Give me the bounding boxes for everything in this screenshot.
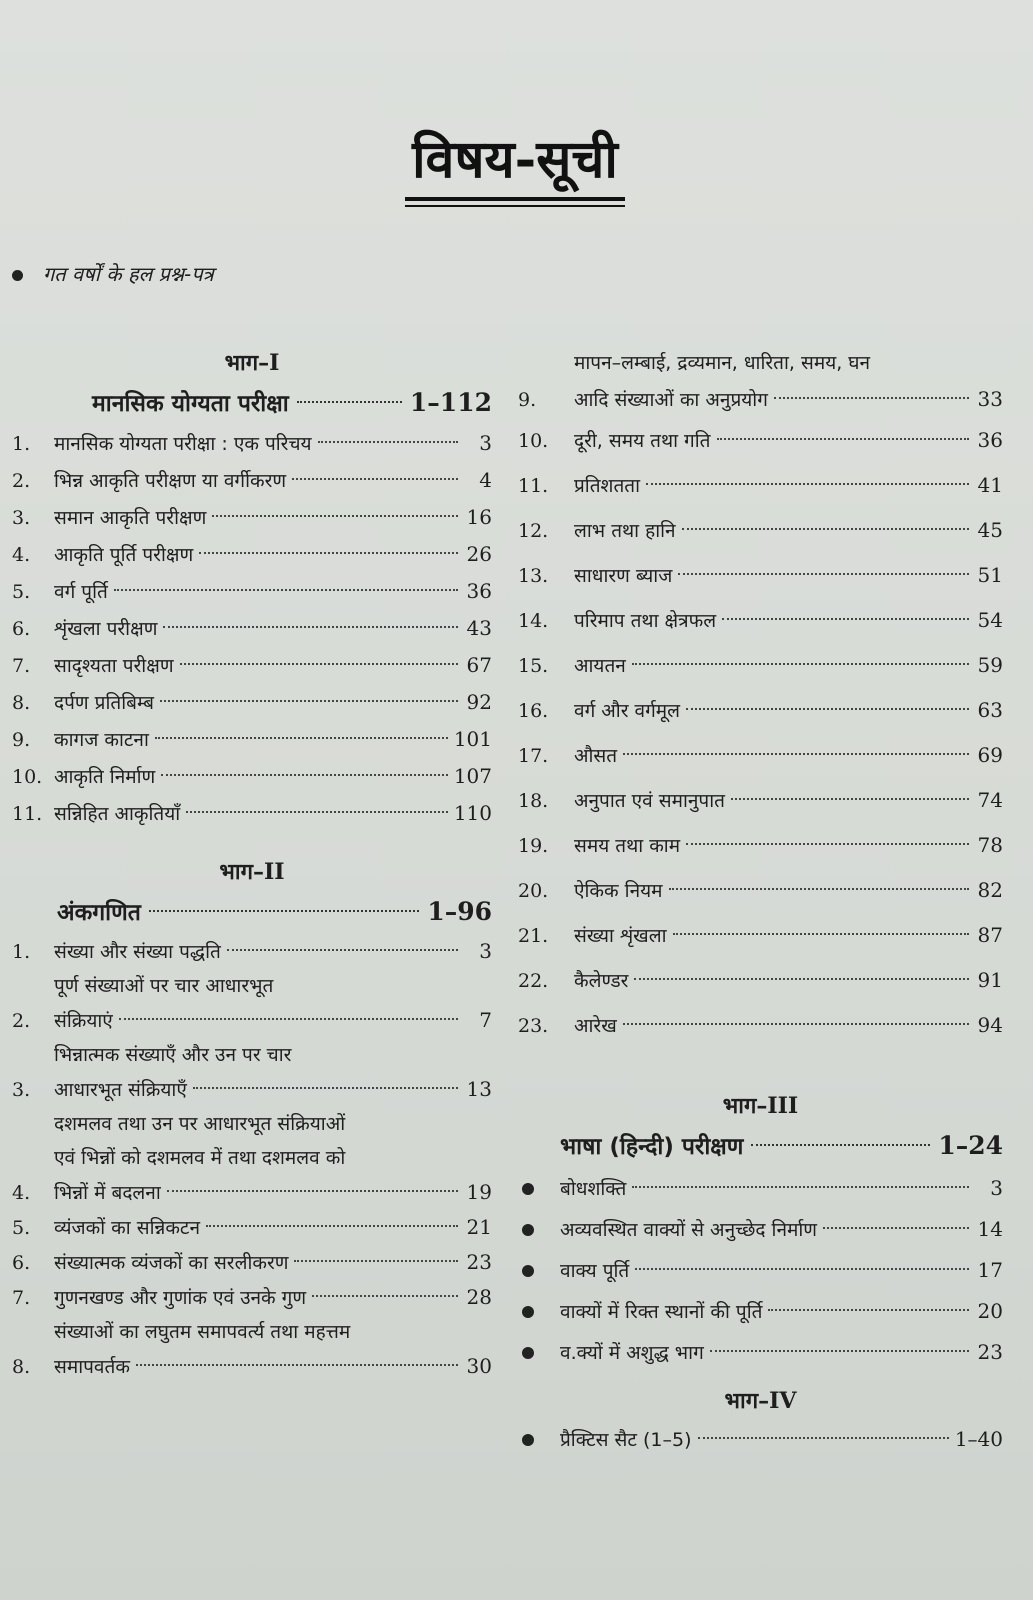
toc-entry bbox=[518, 1419, 1003, 1460]
part4-heading: भाग–IV bbox=[724, 1388, 797, 1414]
bullet-icon bbox=[518, 1333, 560, 1373]
entry-number: 14. bbox=[518, 610, 549, 632]
part1-section-range: 1–112 bbox=[409, 388, 492, 417]
entry-number: 3. bbox=[12, 1079, 31, 1101]
entry-title: मानसिक योग्यता परीक्षा : एक परिचय bbox=[54, 433, 312, 455]
part3-section-range: 1–24 bbox=[938, 1131, 1003, 1160]
toc-entry bbox=[12, 573, 492, 610]
entry-page: 74 bbox=[977, 788, 1003, 812]
entry-number: 6. bbox=[12, 1252, 31, 1274]
dot-leader bbox=[155, 737, 448, 739]
dot-leader bbox=[180, 663, 458, 665]
toc-entry bbox=[518, 345, 1003, 418]
entry-title: वर्ग पूर्ति bbox=[54, 581, 108, 603]
entry-page: 13 bbox=[466, 1077, 492, 1101]
toc-entry bbox=[12, 499, 492, 536]
entry-title: भिन्न आकृति परीक्षण या वर्गीकरण bbox=[54, 470, 287, 492]
part1-section-name: मानसिक योग्यता परीक्षा bbox=[92, 391, 289, 417]
entry-number: 20. bbox=[518, 880, 549, 902]
entry-title: औसत bbox=[574, 745, 618, 767]
entry-title: वाक्यों में रिक्त स्थानों की पूर्ति bbox=[560, 1301, 763, 1323]
entry-title-line: मापन–लम्बाई, द्रव्यमान, धारिता, समय, घन bbox=[574, 352, 871, 374]
entry-title: सन्निहित आकृतियाँ bbox=[54, 803, 181, 825]
dot-leader bbox=[167, 1190, 458, 1192]
entry-title-line: एवं भिन्नों को दशमलव में तथा दशमलव को bbox=[54, 1147, 346, 1169]
entry-title: आधारभूत संक्रियाएँ bbox=[54, 1079, 187, 1101]
dot-leader bbox=[678, 573, 969, 575]
entry-page: 26 bbox=[466, 542, 492, 566]
entry-title-line: पूर्ण संख्याओं पर चार आधारभूत bbox=[54, 975, 274, 997]
toc-entry bbox=[518, 823, 1003, 868]
entry-number: 1. bbox=[12, 941, 31, 963]
entry-page: 3 bbox=[990, 1176, 1003, 1200]
entry-page: 101 bbox=[453, 727, 492, 751]
entry-page: 28 bbox=[466, 1285, 492, 1309]
dot-leader bbox=[294, 1260, 458, 1262]
part3-heading: भाग–III bbox=[722, 1093, 799, 1119]
part3-section-name: भाषा (हिन्दी) परीक्षण bbox=[560, 1134, 744, 1160]
toc-entry bbox=[12, 795, 492, 832]
entry-title: समय तथा काम bbox=[574, 835, 681, 857]
toc-entry bbox=[12, 610, 492, 647]
title-block bbox=[405, 125, 625, 207]
dot-leader bbox=[710, 1350, 969, 1352]
entry-title: परिमाप तथा क्षेत्रफल bbox=[574, 610, 717, 632]
entry-number: 1. bbox=[12, 433, 31, 455]
part2-heading: भाग–II bbox=[219, 859, 285, 885]
dot-leader bbox=[722, 618, 969, 620]
entry-number: 17. bbox=[518, 745, 549, 767]
dot-leader bbox=[768, 1309, 969, 1311]
toc-entry bbox=[518, 553, 1003, 598]
dot-leader bbox=[635, 1268, 969, 1270]
entry-number: 4. bbox=[12, 544, 31, 566]
entry-number: 8. bbox=[12, 1356, 31, 1378]
previous-papers-line bbox=[12, 260, 214, 287]
entry-number: 9. bbox=[518, 389, 537, 411]
dot-leader bbox=[686, 843, 969, 845]
toc-entry bbox=[12, 1315, 492, 1384]
entry-page: 43 bbox=[466, 616, 492, 640]
entry-title: समापवर्तक bbox=[54, 1356, 130, 1378]
entry-page: 1–40 bbox=[954, 1427, 1003, 1451]
entry-number: 5. bbox=[12, 581, 31, 603]
dot-leader bbox=[823, 1227, 969, 1229]
entry-page: 54 bbox=[977, 608, 1003, 632]
entry-title: वर्ग और वर्गमूल bbox=[574, 700, 681, 722]
dot-leader bbox=[206, 1225, 458, 1227]
entry-page: 107 bbox=[453, 764, 492, 788]
entry-number: 7. bbox=[12, 1287, 31, 1309]
toc-entry bbox=[518, 1250, 1003, 1291]
entry-title: भिन्नों में बदलना bbox=[54, 1182, 161, 1204]
entry-title: संख्या और संख्या पद्धति bbox=[54, 941, 221, 963]
toc-entry bbox=[12, 1280, 492, 1315]
toc-entry bbox=[518, 643, 1003, 688]
entry-page: 82 bbox=[977, 878, 1003, 902]
part1-heading: भाग–I bbox=[224, 350, 280, 376]
bullet-icon bbox=[518, 1251, 560, 1291]
dot-leader bbox=[199, 552, 458, 554]
dot-leader bbox=[318, 441, 458, 443]
entry-title: समान आकृति परीक्षण bbox=[54, 507, 207, 529]
entry-page: 51 bbox=[977, 563, 1003, 587]
entry-page: 7 bbox=[479, 1008, 492, 1032]
entry-title: ऐकिक नियम bbox=[574, 880, 663, 902]
page-title: विषय-सूची bbox=[412, 129, 618, 190]
entry-page: 36 bbox=[466, 579, 492, 603]
dot-leader bbox=[227, 949, 458, 951]
entry-page: 30 bbox=[466, 1354, 492, 1378]
entry-page: 20 bbox=[977, 1299, 1003, 1323]
entry-number: 18. bbox=[518, 790, 549, 812]
part1-section-heading bbox=[12, 381, 492, 425]
entry-number: 8. bbox=[12, 692, 31, 714]
entry-title: संक्रियाएं bbox=[54, 1010, 113, 1032]
entry-title: संख्यात्मक व्यंजकों का सरलीकरण bbox=[54, 1252, 289, 1274]
entry-title: दर्पण प्रतिबिम्ब bbox=[54, 692, 155, 714]
entry-page: 21 bbox=[466, 1215, 492, 1239]
entry-page: 41 bbox=[977, 473, 1003, 497]
dot-leader bbox=[682, 528, 969, 530]
dot-leader bbox=[160, 700, 458, 702]
entry-number: 23. bbox=[518, 1015, 549, 1037]
part3-section-heading bbox=[518, 1124, 1003, 1168]
toc-entry bbox=[518, 958, 1003, 1003]
entry-title: व.क्यों में अशुद्ध भाग bbox=[560, 1342, 704, 1364]
bullet-icon bbox=[518, 1420, 560, 1460]
entry-page: 14 bbox=[977, 1217, 1003, 1241]
toc-entry bbox=[518, 418, 1003, 463]
entry-page: 17 bbox=[977, 1258, 1003, 1282]
dot-leader bbox=[698, 1437, 949, 1439]
dot-leader bbox=[149, 910, 419, 912]
entry-title-line: दशमलव तथा उन पर आधारभूत संक्रियाओं bbox=[54, 1113, 346, 1135]
entry-number: 11. bbox=[12, 803, 43, 825]
entry-number: 13. bbox=[518, 565, 549, 587]
entry-title: प्रैक्टिस सैट (1–5) bbox=[560, 1429, 692, 1451]
entry-number: 22. bbox=[518, 970, 549, 992]
entry-number: 10. bbox=[518, 430, 549, 452]
entry-page: 16 bbox=[466, 505, 492, 529]
entry-title: आकृति पूर्ति परीक्षण bbox=[54, 544, 194, 566]
entry-page: 3 bbox=[479, 431, 492, 455]
toc-entry bbox=[518, 508, 1003, 553]
entry-number: 11. bbox=[518, 475, 549, 497]
entry-number: 5. bbox=[12, 1217, 31, 1239]
entry-number: 4. bbox=[12, 1182, 31, 1204]
entry-page: 3 bbox=[479, 939, 492, 963]
dot-leader bbox=[731, 798, 969, 800]
entry-page: 59 bbox=[977, 653, 1003, 677]
dot-leader bbox=[623, 753, 969, 755]
dot-leader bbox=[292, 478, 458, 480]
part2-section-heading bbox=[12, 890, 492, 934]
entry-page: 23 bbox=[977, 1340, 1003, 1364]
entry-title: कागज काटना bbox=[54, 729, 149, 751]
entry-title: आदि संख्याओं का अनुप्रयोग bbox=[574, 389, 768, 411]
toc-entry bbox=[518, 733, 1003, 778]
bullet-icon bbox=[518, 1169, 560, 1209]
entry-number: 21. bbox=[518, 925, 549, 947]
part2-section-name: अंकगणित bbox=[57, 900, 141, 926]
toc-entry bbox=[518, 913, 1003, 958]
entry-page: 33 bbox=[977, 387, 1003, 411]
entry-page: 69 bbox=[977, 743, 1003, 767]
toc-entry bbox=[518, 1003, 1003, 1048]
entry-title: अनुपात एवं समानुपात bbox=[574, 790, 725, 812]
toc-entry bbox=[12, 462, 492, 499]
part2-section-range: 1–96 bbox=[427, 897, 492, 926]
toc-entry bbox=[12, 721, 492, 758]
entry-page: 36 bbox=[977, 428, 1003, 452]
toc-entry bbox=[518, 1168, 1003, 1209]
toc-entry bbox=[518, 778, 1003, 823]
entry-page: 92 bbox=[466, 690, 492, 714]
entry-title: शृंखला परीक्षण bbox=[54, 618, 158, 640]
entry-page: 63 bbox=[977, 698, 1003, 722]
entry-number: 3. bbox=[12, 507, 31, 529]
entry-title: आकृति निर्माण bbox=[54, 766, 156, 788]
entry-title: व्यंजकों का सन्निकटन bbox=[54, 1217, 201, 1239]
entry-title: लाभ तथा हानि bbox=[574, 520, 676, 542]
toc-entry bbox=[518, 868, 1003, 913]
entry-title: सादृश्यता परीक्षण bbox=[54, 655, 174, 677]
entry-title: गुणनखण्ड और गुणांक एवं उनके गुण bbox=[54, 1287, 307, 1309]
toc-entry bbox=[518, 598, 1003, 643]
entry-page: 67 bbox=[466, 653, 492, 677]
dot-leader bbox=[312, 1295, 458, 1297]
toc-entry bbox=[518, 688, 1003, 733]
entry-number: 7. bbox=[12, 655, 31, 677]
dot-leader bbox=[632, 1186, 969, 1188]
entry-title-line: संख्याओं का लघुतम समापवर्त्य तथा महत्तम bbox=[54, 1321, 351, 1343]
entry-page: 23 bbox=[466, 1250, 492, 1274]
dot-leader bbox=[632, 663, 969, 665]
entry-title: कैलेण्डर bbox=[574, 970, 629, 992]
dot-leader bbox=[212, 515, 458, 517]
toc-entry bbox=[518, 1332, 1003, 1373]
dot-leader bbox=[669, 888, 970, 890]
entry-number: 12. bbox=[518, 520, 549, 542]
entry-page: 91 bbox=[977, 968, 1003, 992]
dot-leader bbox=[297, 401, 402, 403]
dot-leader bbox=[163, 626, 458, 628]
entry-number: 2. bbox=[12, 1010, 31, 1032]
dot-leader bbox=[119, 1018, 458, 1020]
entry-number: 10. bbox=[12, 766, 43, 788]
title-underline bbox=[405, 197, 625, 201]
left-column bbox=[12, 345, 492, 1384]
dot-leader bbox=[186, 811, 448, 813]
dot-leader bbox=[136, 1364, 458, 1366]
dot-leader bbox=[114, 589, 458, 591]
entry-page: 4 bbox=[479, 468, 492, 492]
right-column bbox=[518, 345, 1003, 1460]
bullet-icon bbox=[518, 1210, 560, 1250]
entry-title: बोधशक्ति bbox=[560, 1178, 627, 1200]
title-underline-thin bbox=[405, 205, 625, 207]
entry-title: दूरी, समय तथा गति bbox=[574, 430, 711, 452]
entry-title: आरेख bbox=[574, 1015, 617, 1037]
toc-entry bbox=[12, 1210, 492, 1245]
entry-title-line: भिन्नात्मक संख्याएँ और उन पर चार bbox=[54, 1044, 292, 1066]
entry-title: आयतन bbox=[574, 655, 626, 677]
entry-title: अव्यवस्थित वाक्यों से अनुच्छेद निर्माण bbox=[560, 1219, 818, 1241]
entry-number: 16. bbox=[518, 700, 549, 722]
entry-title: वाक्य पूर्ति bbox=[560, 1260, 630, 1282]
toc-entry bbox=[12, 758, 492, 795]
toc-entry bbox=[12, 1107, 492, 1210]
entry-page: 19 bbox=[466, 1180, 492, 1204]
entry-page: 78 bbox=[977, 833, 1003, 857]
toc-entry bbox=[518, 1291, 1003, 1332]
dot-leader bbox=[634, 978, 969, 980]
entry-number: 19. bbox=[518, 835, 549, 857]
dot-leader bbox=[646, 483, 969, 485]
entry-title: साधारण ब्याज bbox=[574, 565, 673, 587]
toc-entry bbox=[518, 1209, 1003, 1250]
toc-entry bbox=[12, 684, 492, 721]
toc-entry bbox=[12, 1038, 492, 1107]
dot-leader bbox=[686, 708, 969, 710]
entry-page: 87 bbox=[977, 923, 1003, 947]
entry-page: 110 bbox=[453, 801, 492, 825]
entry-number: 6. bbox=[12, 618, 31, 640]
bullet-icon bbox=[518, 1292, 560, 1332]
dot-leader bbox=[193, 1087, 458, 1089]
entry-page: 45 bbox=[977, 518, 1003, 542]
toc-entry bbox=[12, 1245, 492, 1280]
previous-papers-label: गत वर्षों के हल प्रश्न-पत्र bbox=[43, 262, 214, 286]
toc-entry bbox=[12, 647, 492, 684]
dot-leader bbox=[623, 1023, 969, 1025]
toc-entry bbox=[12, 425, 492, 462]
entry-title: प्रतिशतता bbox=[574, 475, 641, 497]
bullet-icon bbox=[12, 270, 23, 281]
toc-entry bbox=[12, 934, 492, 969]
entry-page: 94 bbox=[977, 1013, 1003, 1037]
dot-leader bbox=[161, 774, 448, 776]
entry-title: संख्या शृंखला bbox=[574, 925, 667, 947]
dot-leader bbox=[774, 397, 969, 399]
dot-leader bbox=[717, 438, 969, 440]
toc-entry bbox=[12, 969, 492, 1038]
entry-number: 2. bbox=[12, 470, 31, 492]
toc-entry bbox=[518, 463, 1003, 508]
toc-entry bbox=[12, 536, 492, 573]
entry-number: 15. bbox=[518, 655, 549, 677]
entry-number: 9. bbox=[12, 729, 31, 751]
dot-leader bbox=[673, 933, 969, 935]
dot-leader bbox=[751, 1144, 930, 1146]
